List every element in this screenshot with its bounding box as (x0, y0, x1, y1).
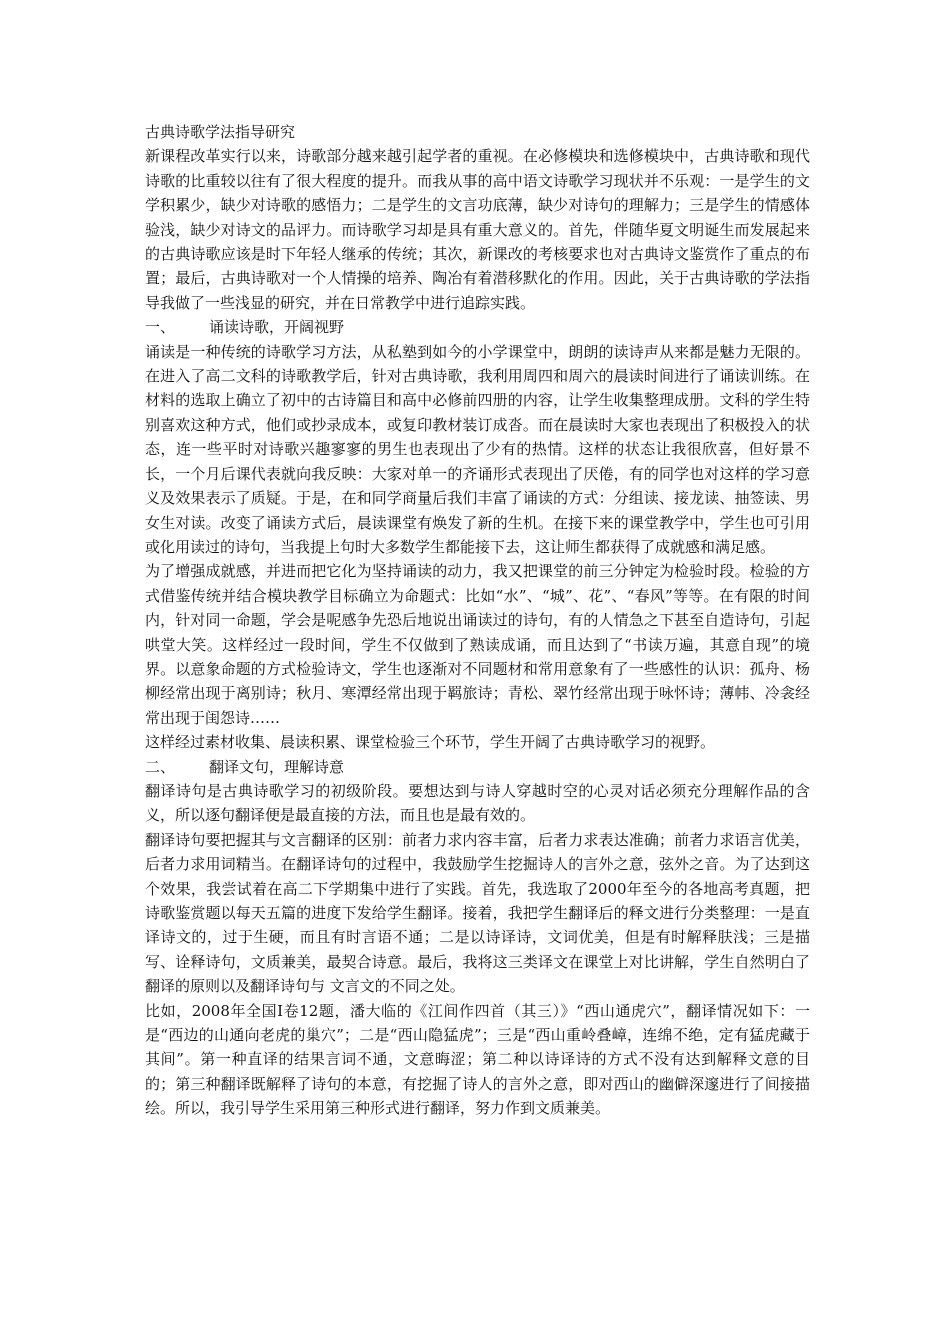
section-2-paragraph-2: 翻译诗句要把握其与文言翻译的区别：前者力求内容丰富，后者力求表达准确；前者力求语言优美，后者力求用词精当。在翻译诗句的过程中，我鼓励学生挖掘诗人的言外之意，弦外之音。为了达到这个效果，我尝试着在高二下学期集中进行了实践。首先，我选取了2000年至今的各地高考真题，把诗歌鉴赏题以每天五篇的进度下发给学生翻译。接着，我把学生翻译后的释文进行分类整理：一是直译诗文的，过于生硬，而且有时言语不通；二是以诗译诗，文词优美，但是有时解释肤浅；三是描写、诠释诗句，文质兼美，最契合诗意。最后，我将这三类译文在课堂上对比讲解，学生自然明白了翻译的原则以及翻译诗句与 文言文的不同之处。 (145, 830, 810, 996)
section-1-paragraph-2: 为了增强成就感，并进而把它化为坚持诵读的动力，我又把课堂的前三分钟定为检验时段。检验的方式借鉴传统并结合模块教学目标确立为命题式：比如“水”、“城”、花”、“春风”等等。在有限的时间内，针对同一命题，学会是呢感争先恐后地说出诵读过的诗句，有的人情急之下甚至自造诗句，引起哄堂大笑。这样经过一段时间，学生不仅做到了熟读成诵，而且达到了“书读万遍，其意自现”的境界。以意象命题的方式检验诗文，学生也逐渐对不同题材和常用意象有了一些感性的认识：孤舟、杨柳经常出现于离别诗；秋月、寒潭经常出现于羁旅诗；青松、翠竹经常出现于咏怀诗；薄帏、冷衾经常出现于闺怨诗…… (145, 562, 810, 727)
document-title: 古典诗歌学法指导研究 (145, 123, 296, 141)
section-2-number: 二、 (145, 757, 176, 776)
section-2-paragraph-3: 比如，2008年全国Ⅰ卷12题，潘大临的《江间作四首（其三）》“西山通虎穴”，翻译情况如下：一是“西边的山通向老虎的巢穴”；二是“西山隐猛虎”；三是“西山重岭叠嶂，连绵不绝，定有猛虎藏于其间”。第一种直译的结果言词不通，文意晦涩；第二种以诗译诗的方式不没有达到解释文意的目的；第三种翻译既解释了诗句的本意，有挖掘了诗人的言外之意，即对西山的幽僻深邃进行了间接描绘。所以，我引导学生采用第三种形式进行翻译，努力作到文质兼美。 (145, 1001, 810, 1118)
intro-paragraph: 新课程改革实行以来，诗歌部分越来越引起学者的重视。在必修模块和选修模块中，古典诗歌和现代诗歌的比重较以往有了很大程度的提升。而我从事的高中语文诗歌学习现状并不乐观：一是学生的文学积累少，缺少对诗歌的感悟力；二是学生的文言功底薄，缺少对诗句的理解力；三是学生的情感体验浅，缺少对诗文的品评力。而诗歌学习却是具有重大意义的。首先，伴随华夏文明诞生而发展起来的古典诗歌应该是时下年轻人继承的传统；其次，新课改的考核要求也对古典诗文鉴赏作了重点的布置；最后，古典诗歌对一个人情操的培养、陶冶有着潜移默化的作用。因此，关于古典诗歌的学法指导我做了一些浅显的研究，并在日常教学中进行追踪实践。 (145, 147, 810, 312)
section-1-paragraph-1: 诵读是一种传统的诗歌学习方法，从私塾到如今的小学课堂中，朗朗的读诗声从来都是魅力无限的。在进入了高二文科的诗歌教学后，针对古典诗歌，我利用周四和周六的晨读时间进行了诵读训练。在材料的选取上确立了初中的古诗篇目和高中必修前四册的内容，让学生收集整理成册。文科的学生特别喜欢这种方式，他们或抄录成本，或复印教材装订成沓。而在晨读时大家也表现出了积极投入的状态，连一些平时对诗歌兴趣寥寥的男生也表现出了少有的热情。这样的状态让我很欣喜，但好景不长，一个月后课代表就向我反映：大家对单一的齐诵形式表现出了厌倦，有的同学也对这样的学习意义及效果表示了质疑。于是，在和同学商量后我们丰富了诵读的方式：分组读、接龙读、抽签读、男女生对读。改变了诵读方式后，晨读课堂有焕发了新的生机。在接下来的课堂教学中，学生也可引用或化用读过的诗句，当我提上句时大多数学生都能接下去，这让师生都获得了成就感和满足感。 (145, 342, 810, 556)
section-2-title: 翻译文句，理解诗意 (209, 757, 345, 776)
document-page (145, 120, 810, 1121)
section-1-title: 诵读诗歌，开阔视野 (209, 318, 345, 337)
section-1-paragraph-3: 这样经过素材收集、晨读积累、课堂检验三个环节，学生开阔了古典诗歌学习的视野。 (145, 733, 716, 752)
section-2-heading (145, 755, 810, 779)
section-1-number: 一、 (145, 318, 176, 337)
section-2-paragraph-1: 翻译诗句是古典诗歌学习的初级阶段。要想达到与诗人穿越时空的心灵对话必须充分理解作品的含义，所以逐句翻译便是最直接的方法，而且也是最有效的。 (145, 781, 810, 825)
section-1-heading (145, 315, 810, 339)
